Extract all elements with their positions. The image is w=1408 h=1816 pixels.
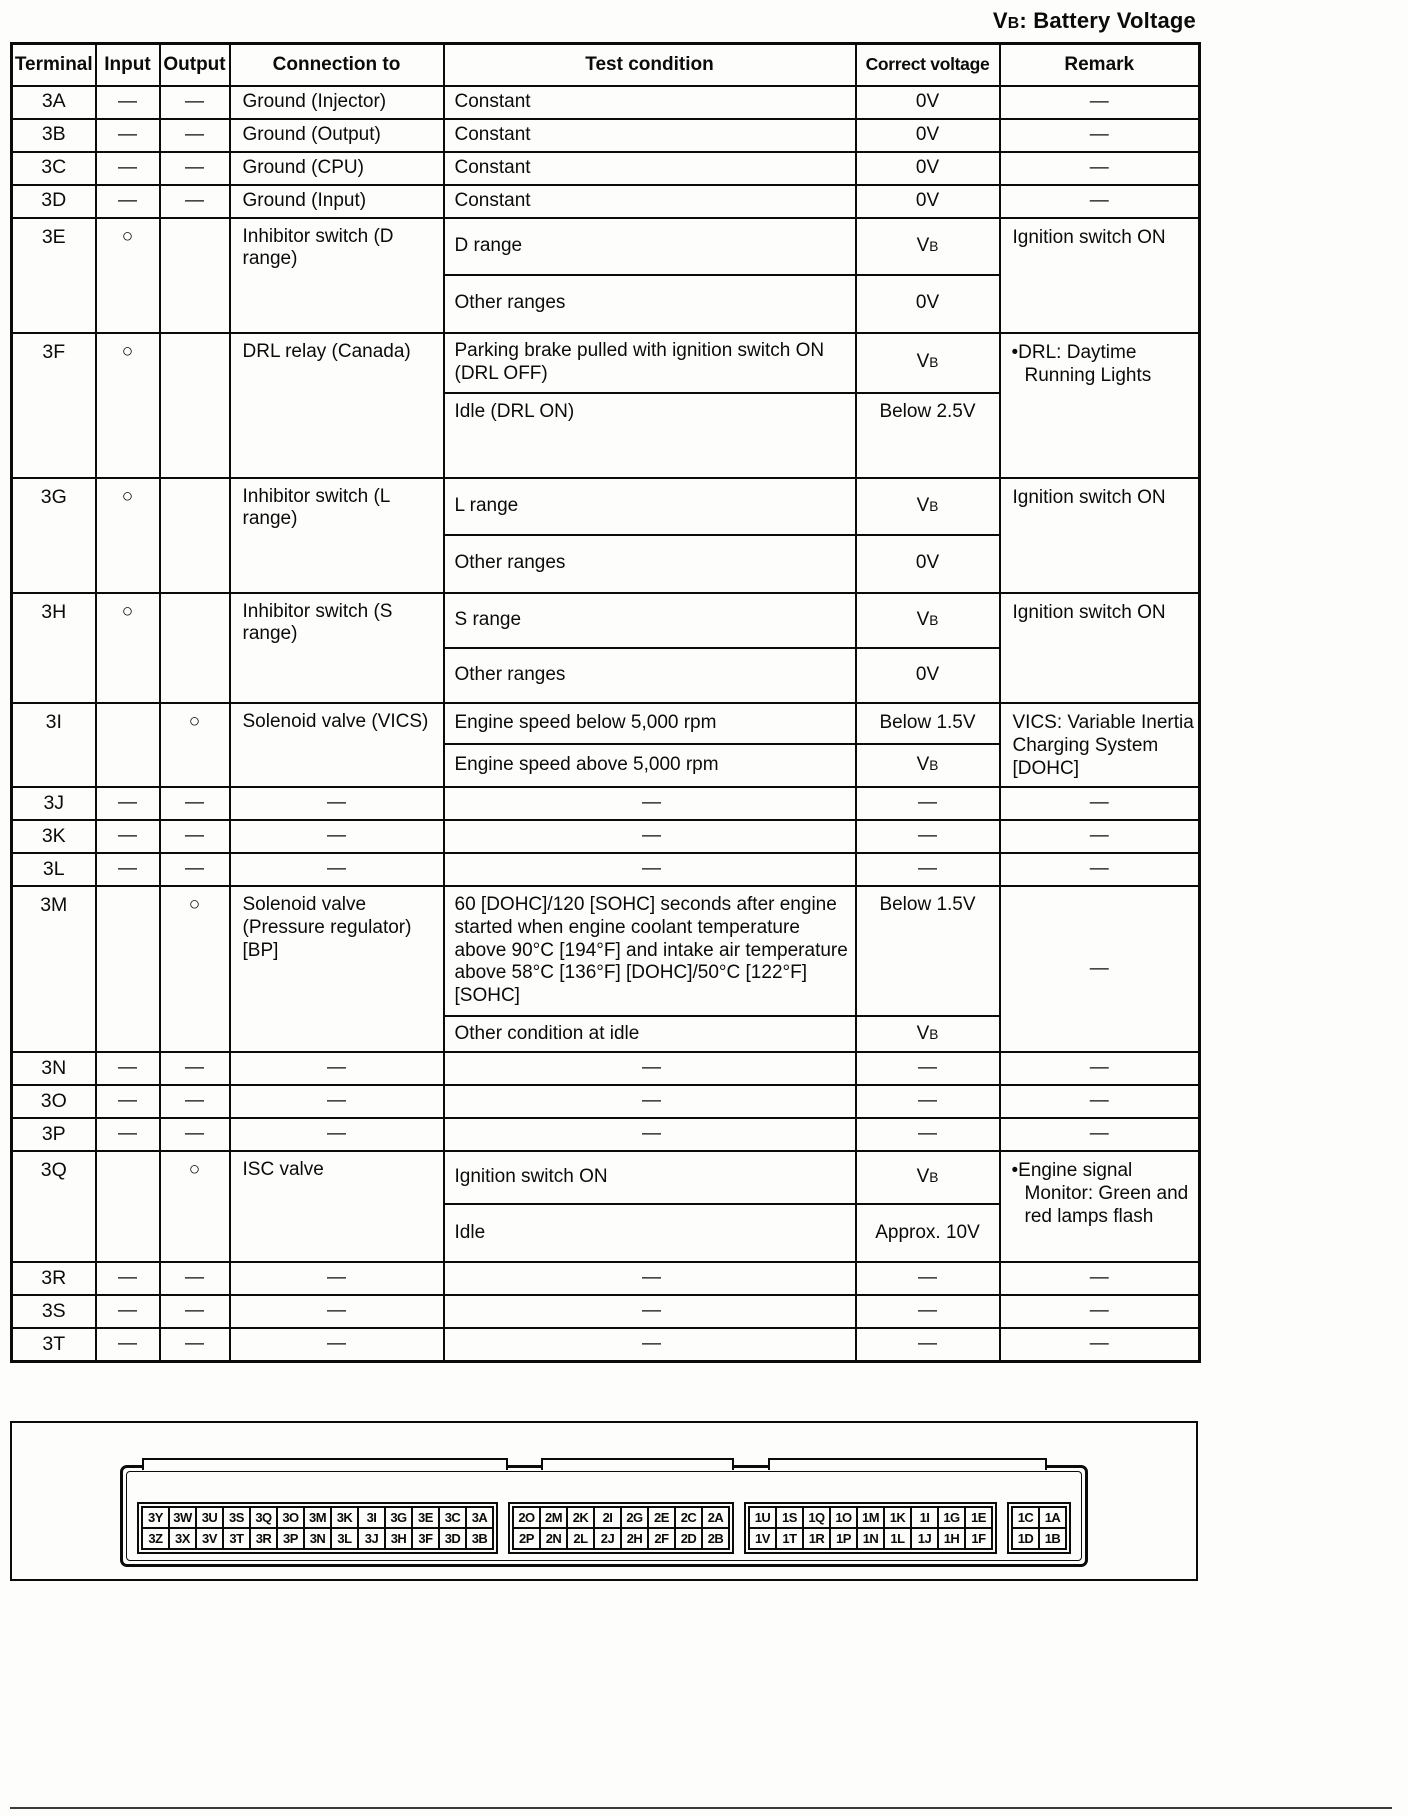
correct-voltage-cell (856, 333, 1000, 393)
output-cell: — (160, 787, 230, 820)
test-condition-cell: Other ranges (444, 275, 856, 333)
test-condition-cell: Constant (444, 119, 856, 152)
correct-voltage-cell: 0V (856, 535, 1000, 593)
input-cell: — (96, 152, 160, 185)
pin-group-3 (1007, 1502, 1071, 1554)
pin-cell: 3R (249, 1527, 278, 1550)
pin-cell: 3Z (141, 1527, 170, 1550)
pin-cell: 2G (620, 1506, 649, 1529)
remark-cell: — (1000, 1262, 1200, 1295)
pin-cell: 2O (512, 1506, 541, 1529)
correct-voltage-cell: Below 1.5V (856, 886, 1000, 1016)
test-condition-cell: — (444, 1295, 856, 1328)
input-cell: — (96, 1328, 160, 1361)
input-cell: ○ (96, 593, 160, 703)
connector-tab (541, 1458, 733, 1470)
pin-cell: 2J (593, 1527, 622, 1550)
vb-value-sub: B (929, 758, 939, 774)
correct-voltage-cell: — (856, 787, 1000, 820)
test-condition-cell: Parking brake pulled with ignition switch ON (DRL OFF) (444, 333, 856, 393)
vb-value-v: V (916, 1166, 930, 1188)
pin-cell: 3Q (249, 1506, 278, 1529)
pin-cell: 2I (593, 1506, 622, 1529)
pin-cell: 1M (856, 1506, 885, 1529)
correct-voltage-cell: — (856, 853, 1000, 886)
test-condition-cell: Other condition at idle (444, 1016, 856, 1052)
header-remark: Remark (1000, 44, 1200, 86)
correct-voltage-cell: — (856, 1295, 1000, 1328)
page-bottom-rule (10, 1807, 1392, 1809)
test-condition-cell: Ignition switch ON (444, 1151, 856, 1204)
remark-cell: — (1000, 853, 1200, 886)
pin-cell: 3W (168, 1506, 197, 1529)
remark-cell: — (1000, 886, 1200, 1052)
remark-cell: — (1000, 787, 1200, 820)
correct-voltage-cell (856, 218, 1000, 275)
pin-cell: 3X (168, 1527, 197, 1550)
correct-voltage-cell: 0V (856, 86, 1000, 119)
pin-cell: 3H (384, 1527, 413, 1550)
correct-voltage-cell: — (856, 820, 1000, 853)
pin-cell: 3S (222, 1506, 251, 1529)
legend-vb-v: V (992, 8, 1008, 33)
correct-voltage-cell: Below 2.5V (856, 393, 1000, 478)
pin-cell: 3C (438, 1506, 467, 1529)
input-cell: — (96, 185, 160, 218)
header-row (12, 44, 1200, 86)
terminal-cell: 3D (12, 185, 96, 218)
pin-cell: 3T (222, 1527, 251, 1550)
pin-cell: 1R (802, 1527, 831, 1550)
terminal-cell: 3O (12, 1085, 96, 1118)
pin-row-bottom (1011, 1527, 1067, 1550)
correct-voltage-cell: — (856, 1085, 1000, 1118)
pin-cell: 1N (856, 1527, 885, 1550)
pin-cell: 3P (276, 1527, 305, 1550)
terminal-cell: 3B (12, 119, 96, 152)
terminal-cell: 3H (12, 593, 96, 703)
remark-cell: VICS: Variable Inertia Charging System [DOHC] (1000, 703, 1200, 788)
test-condition-cell: Constant (444, 86, 856, 119)
terminal-cell: 3E (12, 218, 96, 333)
pin-cell: 2H (620, 1527, 649, 1550)
correct-voltage-cell: 0V (856, 185, 1000, 218)
table-row-3f-0 (12, 333, 1200, 393)
pin-cell: 3A (465, 1506, 494, 1529)
pin-cell: 2F (647, 1527, 676, 1550)
table-row-3a (12, 86, 1200, 119)
header-input: Input (96, 44, 160, 86)
connector-groups (137, 1502, 1071, 1554)
table-header (12, 44, 1200, 86)
test-condition-cell: — (444, 787, 856, 820)
test-condition-cell: Constant (444, 185, 856, 218)
pin-cell: 1K (883, 1506, 912, 1529)
input-cell: — (96, 86, 160, 119)
input-cell: — (96, 820, 160, 853)
terminal-cell: 3J (12, 787, 96, 820)
header-connection-to: Connection to (230, 44, 444, 86)
input-cell: — (96, 1085, 160, 1118)
terminal-cell: 3L (12, 853, 96, 886)
table-row-3o (12, 1085, 1200, 1118)
pin-cell: 2C (674, 1506, 703, 1529)
pin-row-top (512, 1506, 730, 1529)
pin-cell: 3L (330, 1527, 359, 1550)
manual-page (10, 6, 1198, 1581)
correct-voltage-cell (856, 478, 1000, 535)
connection-cell: Inhibitor switch (L range) (230, 478, 444, 593)
output-cell: — (160, 185, 230, 218)
pin-row-top (748, 1506, 993, 1529)
connection-cell: — (230, 1328, 444, 1361)
remark-cell: — (1000, 185, 1200, 218)
table-row-3j (12, 787, 1200, 820)
pin-cell: 1U (748, 1506, 777, 1529)
pin-cell: 1H (937, 1527, 966, 1550)
pin-cell: 3K (330, 1506, 359, 1529)
test-condition-cell: Engine speed below 5,000 rpm (444, 703, 856, 745)
table-row-3l (12, 853, 1200, 886)
output-cell (160, 478, 230, 593)
connection-cell: DRL relay (Canada) (230, 333, 444, 478)
table-row-3t (12, 1328, 1200, 1361)
input-cell: — (96, 1118, 160, 1151)
remark-cell: — (1000, 119, 1200, 152)
pin-group-2 (744, 1502, 997, 1554)
connection-cell: — (230, 1118, 444, 1151)
connection-cell: Inhibitor switch (D range) (230, 218, 444, 333)
correct-voltage-cell: — (856, 1118, 1000, 1151)
output-cell (160, 593, 230, 703)
pin-row-bottom (512, 1527, 730, 1550)
pin-cell: 1I (910, 1506, 939, 1529)
remark-cell: — (1000, 1118, 1200, 1151)
pin-cell: 3I (357, 1506, 386, 1529)
remark-cell: Ignition switch ON (1000, 593, 1200, 703)
remark-cell: Ignition switch ON (1000, 218, 1200, 333)
test-condition-cell: — (444, 1262, 856, 1295)
pin-cell: 2A (701, 1506, 730, 1529)
table-row-3q-0 (12, 1151, 1200, 1204)
pin-cell: 3E (411, 1506, 440, 1529)
pin-cell: 3B (465, 1527, 494, 1550)
pin-cell: 3F (411, 1527, 440, 1550)
correct-voltage-cell: — (856, 1052, 1000, 1085)
terminal-cell: 3M (12, 886, 96, 1052)
table-row-3k (12, 820, 1200, 853)
pin-cell: 1T (775, 1527, 804, 1550)
connection-cell: — (230, 1295, 444, 1328)
terminal-cell: 3T (12, 1328, 96, 1361)
pin-cell: 1G (937, 1506, 966, 1529)
pin-row-bottom (141, 1527, 494, 1550)
test-condition-cell: — (444, 1328, 856, 1361)
correct-voltage-cell (856, 744, 1000, 787)
correct-voltage-cell: 0V (856, 648, 1000, 703)
connection-cell: ISC valve (230, 1151, 444, 1262)
table-row-3n (12, 1052, 1200, 1085)
vb-value-sub: B (929, 238, 939, 254)
test-condition-cell: S range (444, 593, 856, 648)
pin-cell: 3D (438, 1527, 467, 1550)
terminal-cell: 3C (12, 152, 96, 185)
remark-cell: •DRL: Daytime Running Lights (1000, 333, 1200, 478)
legend (10, 8, 1196, 34)
table-row-3h-0 (12, 593, 1200, 648)
pin-row-top (141, 1506, 494, 1529)
pin-cell: 1F (964, 1527, 993, 1550)
test-condition-cell: Idle (444, 1204, 856, 1262)
terminal-cell: 3S (12, 1295, 96, 1328)
connection-cell: Ground (Injector) (230, 86, 444, 119)
output-cell (160, 218, 230, 333)
vb-value-sub: B (929, 1026, 939, 1042)
correct-voltage-cell (856, 1016, 1000, 1052)
pin-cell: 1B (1038, 1527, 1067, 1550)
table-row-3d (12, 185, 1200, 218)
header-test-condition: Test condition (444, 44, 856, 86)
input-cell: — (96, 853, 160, 886)
connection-cell: Inhibitor switch (S range) (230, 593, 444, 703)
pin-cell: 3G (384, 1506, 413, 1529)
legend-text: : Battery Voltage (1019, 8, 1196, 33)
connection-cell: — (230, 853, 444, 886)
output-cell: — (160, 119, 230, 152)
test-condition-cell: Engine speed above 5,000 rpm (444, 744, 856, 787)
legend-vb (993, 8, 1020, 33)
pin-cell: 2D (674, 1527, 703, 1550)
voltage-table-body (12, 86, 1200, 1362)
pin-cell: 1C (1011, 1506, 1040, 1529)
correct-voltage-cell: Approx. 10V (856, 1204, 1000, 1262)
output-cell: — (160, 853, 230, 886)
terminal-voltage-table (10, 42, 1201, 1363)
pin-cell: 2B (701, 1527, 730, 1550)
output-cell: — (160, 1328, 230, 1361)
pin-cell: 1J (910, 1527, 939, 1550)
remark-cell: — (1000, 86, 1200, 119)
connection-cell: Solenoid valve (VICS) (230, 703, 444, 788)
pin-group-0 (137, 1502, 498, 1554)
correct-voltage-cell: 0V (856, 152, 1000, 185)
pin-row-bottom (748, 1527, 993, 1550)
pin-row-top (1011, 1506, 1067, 1529)
input-cell: ○ (96, 218, 160, 333)
output-cell: — (160, 1052, 230, 1085)
pin-cell: 3N (303, 1527, 332, 1550)
input-cell: — (96, 787, 160, 820)
vb-value-sub: B (929, 612, 939, 628)
test-condition-cell: 60 [DOHC]/120 [SOHC] seconds after engine started when engine coolant temperature above 90°C [194°F] and intake air temperature above 58°C [136°F] [DOHC]/50°C [122°F] [SOHC] (444, 886, 856, 1016)
connection-cell: — (230, 1262, 444, 1295)
output-cell: ○ (160, 703, 230, 788)
correct-voltage-cell: — (856, 1328, 1000, 1361)
table-row-3c (12, 152, 1200, 185)
pin-cell: 3Y (141, 1506, 170, 1529)
pin-cell: 1Q (802, 1506, 831, 1529)
pin-group-1 (508, 1502, 734, 1554)
vb-value-v: V (916, 494, 930, 516)
connection-cell: — (230, 820, 444, 853)
connection-cell: Solenoid valve (Pressure regulator) [BP] (230, 886, 444, 1052)
correct-voltage-cell (856, 593, 1000, 648)
connection-cell: — (230, 787, 444, 820)
terminal-cell: 3G (12, 478, 96, 593)
vb-value-v: V (916, 1022, 930, 1044)
remark-cell: — (1000, 820, 1200, 853)
input-cell (96, 886, 160, 1052)
connection-cell: Ground (CPU) (230, 152, 444, 185)
pin-cell: 1A (1038, 1506, 1067, 1529)
vb-value-sub: B (929, 498, 939, 514)
vb-value-v: V (916, 608, 930, 630)
table-row-3g-0 (12, 478, 1200, 535)
table-row-3s (12, 1295, 1200, 1328)
remark-cell: — (1000, 1085, 1200, 1118)
remark-cell: •Engine signal Monitor: Green and red lamps flash (1000, 1151, 1200, 1262)
vb-value-v: V (916, 234, 930, 256)
connector-tab (142, 1458, 508, 1470)
pin-cell: 2M (539, 1506, 568, 1529)
test-condition-cell: — (444, 1085, 856, 1118)
pin-cell: 3O (276, 1506, 305, 1529)
output-cell: — (160, 820, 230, 853)
input-cell: — (96, 1052, 160, 1085)
pin-cell: 1P (829, 1527, 858, 1550)
connector-shell (120, 1465, 1088, 1567)
test-condition-cell: — (444, 853, 856, 886)
pin-cell: 1V (748, 1527, 777, 1550)
legend-vb-sub: B (1007, 15, 1020, 32)
vb-value-v: V (916, 351, 930, 373)
pin-cell: 1D (1011, 1527, 1040, 1550)
remark-cell: — (1000, 152, 1200, 185)
output-cell: — (160, 1262, 230, 1295)
correct-voltage-cell: 0V (856, 119, 1000, 152)
output-cell: — (160, 152, 230, 185)
output-cell: — (160, 1118, 230, 1151)
connection-cell: — (230, 1052, 444, 1085)
pin-cell: 2L (566, 1527, 595, 1550)
output-cell: — (160, 86, 230, 119)
test-condition-cell: — (444, 1052, 856, 1085)
remark-cell: — (1000, 1052, 1200, 1085)
table-row-3p (12, 1118, 1200, 1151)
table-row-3m-0 (12, 886, 1200, 1016)
correct-voltage-cell (856, 1151, 1000, 1204)
output-cell: ○ (160, 1151, 230, 1262)
pin-cell: 2E (647, 1506, 676, 1529)
input-cell (96, 703, 160, 788)
table-row-3e-0 (12, 218, 1200, 275)
output-cell: — (160, 1295, 230, 1328)
correct-voltage-cell: 0V (856, 275, 1000, 333)
pin-cell: 1S (775, 1506, 804, 1529)
header-output: Output (160, 44, 230, 86)
terminal-cell: 3K (12, 820, 96, 853)
table-row-3i-0 (12, 703, 1200, 745)
header-correct-voltage: Correct voltage (856, 44, 1000, 86)
table-row-3b (12, 119, 1200, 152)
connection-cell: — (230, 1085, 444, 1118)
pin-cell: 1E (964, 1506, 993, 1529)
test-condition-cell: L range (444, 478, 856, 535)
terminal-cell: 3N (12, 1052, 96, 1085)
test-condition-cell: — (444, 820, 856, 853)
terminal-cell: 3I (12, 703, 96, 788)
terminal-cell: 3F (12, 333, 96, 478)
test-condition-cell: Idle (DRL ON) (444, 393, 856, 478)
test-condition-cell: Other ranges (444, 648, 856, 703)
terminal-cell: 3Q (12, 1151, 96, 1262)
connection-cell: Ground (Output) (230, 119, 444, 152)
vb-value-sub: B (929, 355, 939, 371)
correct-voltage-cell: — (856, 1262, 1000, 1295)
test-condition-cell: Constant (444, 152, 856, 185)
correct-voltage-cell: Below 1.5V (856, 703, 1000, 745)
pin-cell: 3U (195, 1506, 224, 1529)
input-cell: — (96, 119, 160, 152)
pin-cell: 1L (883, 1527, 912, 1550)
output-cell: ○ (160, 886, 230, 1052)
vb-value-v: V (916, 754, 930, 776)
pin-cell: 1O (829, 1506, 858, 1529)
pin-cell: 2K (566, 1506, 595, 1529)
connector-tab (768, 1458, 1047, 1470)
input-cell: ○ (96, 478, 160, 593)
test-condition-cell: Other ranges (444, 535, 856, 593)
pin-cell: 3J (357, 1527, 386, 1550)
input-cell (96, 1151, 160, 1262)
remark-cell: — (1000, 1328, 1200, 1361)
input-cell: — (96, 1295, 160, 1328)
pin-cell: 3V (195, 1527, 224, 1550)
input-cell: — (96, 1262, 160, 1295)
terminal-cell: 3P (12, 1118, 96, 1151)
connector-panel (10, 1421, 1198, 1581)
output-cell: — (160, 1085, 230, 1118)
test-condition-cell: — (444, 1118, 856, 1151)
remark-cell: — (1000, 1295, 1200, 1328)
connection-cell: Ground (Input) (230, 185, 444, 218)
header-terminal: Terminal (12, 44, 96, 86)
remark-cell: Ignition switch ON (1000, 478, 1200, 593)
terminal-cell: 3R (12, 1262, 96, 1295)
pin-cell: 2N (539, 1527, 568, 1550)
input-cell: ○ (96, 333, 160, 478)
pin-cell: 2P (512, 1527, 541, 1550)
table-row-3r (12, 1262, 1200, 1295)
vb-value-sub: B (929, 1170, 939, 1186)
terminal-cell: 3A (12, 86, 96, 119)
output-cell (160, 333, 230, 478)
pin-cell: 3M (303, 1506, 332, 1529)
test-condition-cell: D range (444, 218, 856, 275)
